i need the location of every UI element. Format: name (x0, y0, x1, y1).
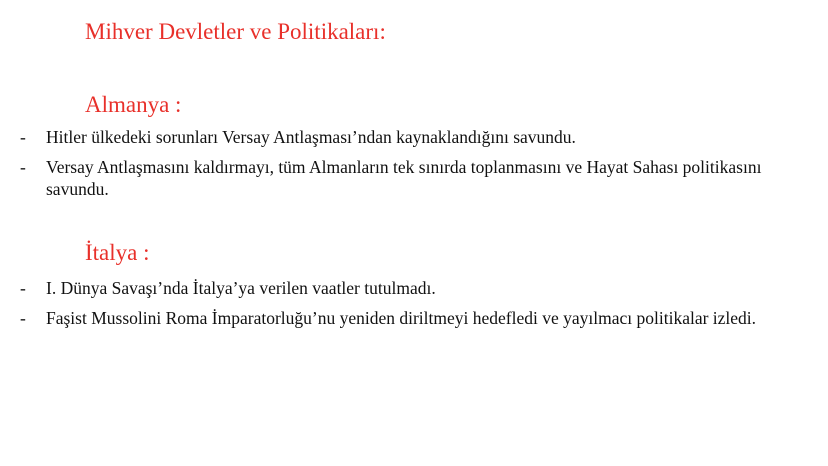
bullet-text: Faşist Mussolini Roma İmparatorluğu’nu yeniden diriltmeyi hedefledi ve yayılmacı politikalar izledi. (46, 308, 757, 328)
bullet-dash: - (20, 308, 26, 328)
bullet-text: I. Dünya Savaşı’nda İtalya’ya verilen vaatler tutulmadı. (46, 278, 436, 298)
list-item (20, 307, 800, 329)
bullet-list-almanya (20, 126, 800, 208)
bullet-text: Versay Antlaşmasını kaldırmayı, tüm Almanların tek sınırda toplanmasını ve Hayat Sahası politikasını savundu. (46, 157, 762, 199)
bullet-dash: - (20, 157, 26, 177)
section-heading-italya: İtalya : (85, 240, 150, 265)
list-item (20, 156, 800, 200)
list-item (20, 126, 800, 148)
slide-title: Mihver Devletler ve Politikaları: (85, 19, 386, 44)
section-heading-almanya: Almanya : (85, 92, 182, 117)
bullet-dash: - (20, 127, 26, 147)
bullet-text: Hitler ülkedeki sorunları Versay Antlaşması’ndan kaynaklandığını savundu. (46, 127, 576, 147)
bullet-dash: - (20, 278, 26, 298)
bullet-list-italya (20, 277, 800, 337)
list-item (20, 277, 800, 299)
